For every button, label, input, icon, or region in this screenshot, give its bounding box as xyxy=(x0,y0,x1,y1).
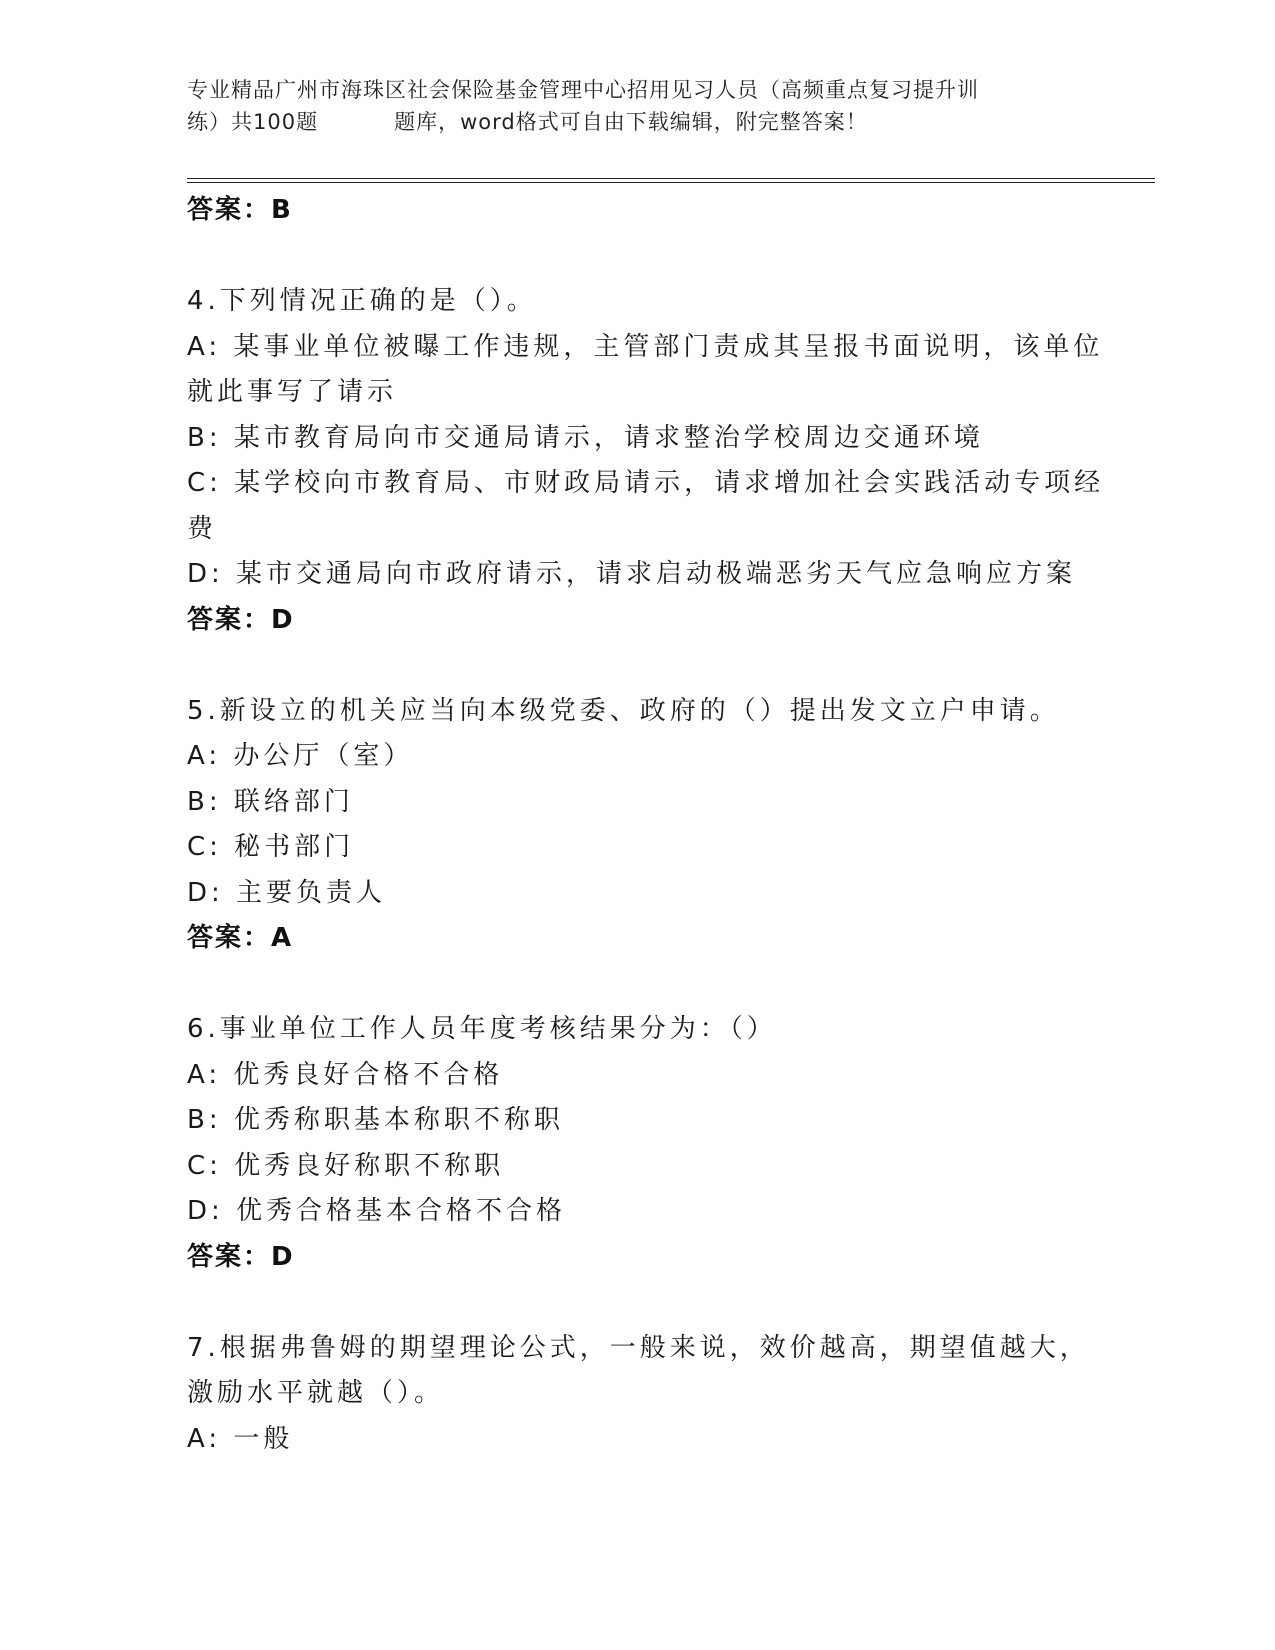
option-line: D: 某市交通局向市政府请示，请求启动极端恶劣天气应急响应方案 xyxy=(187,559,1077,589)
option-line: B: 优秀称职基本称职不称职 xyxy=(187,1105,564,1135)
question-stem: 激励水平就越（）。 xyxy=(187,1378,445,1408)
option-line: A: 某事业单位被曝工作违规，主管部门责成其呈报书面说明，该单位 xyxy=(187,331,1104,362)
option-line: C: 某学校向市教育局、市财政局请示，请求增加社会实践活动专项经 xyxy=(187,468,1105,498)
header-line-2 xyxy=(187,106,1087,138)
option-line: 费 xyxy=(187,513,218,544)
option-line: A: 一般 xyxy=(187,1423,294,1454)
header-divider-bottom xyxy=(187,182,1155,183)
header-line-2-left: 练）共100题 xyxy=(187,110,319,134)
question-stem: 7.根据弗鲁姆的期望理论公式，一般来说，效价越高，期望值越大， xyxy=(187,1332,1090,1363)
document-header xyxy=(187,74,1087,138)
question-block xyxy=(187,1326,1090,1463)
question-stem: 5.新设立的机关应当向本级党委、政府的（）提出发文立户申请。 xyxy=(187,695,1060,726)
answer-line: 答案：D xyxy=(187,1241,295,1272)
question-block xyxy=(187,1007,1087,1280)
option-line: C: 秘书部门 xyxy=(187,832,355,862)
option-line: D: 主要负责人 xyxy=(187,877,387,908)
option-line: C: 优秀良好称职不称职 xyxy=(187,1150,505,1181)
spacer xyxy=(187,1280,1087,1326)
answer-line: 答案：D xyxy=(187,604,295,635)
header-line-2-right: 题库，word格式可自由下载编辑，附完整答案！ xyxy=(394,110,868,134)
question-list xyxy=(187,188,1105,1462)
option-line: B: 某市教育局向市交通局请示，请求整治学校周边交通环境 xyxy=(187,422,984,453)
question-stem: 6.事业单位工作人员年度考核结果分为：（） xyxy=(187,1014,777,1044)
question-block xyxy=(187,279,1105,643)
header-divider-top xyxy=(187,178,1155,179)
header-line-1: 专业精品广州市海珠区社会保险基金管理中心招用见习人员（高频重点复习提升训 xyxy=(187,78,979,102)
option-line: A: 办公厅（室） xyxy=(187,741,414,771)
spacer xyxy=(187,962,1087,1008)
answer-line: 答案：B xyxy=(187,195,293,225)
option-line: B: 联络部门 xyxy=(187,786,354,817)
spacer xyxy=(187,643,1087,689)
option-line: D: 优秀合格基本合格不合格 xyxy=(187,1196,567,1226)
answer-line: 答案：A xyxy=(187,923,294,953)
option-line: A: 优秀良好合格不合格 xyxy=(187,1059,504,1090)
question-stem: 4.下列情况正确的是（）。 xyxy=(187,286,537,316)
spacer xyxy=(187,234,1087,280)
option-line: 就此事写了请示 xyxy=(187,377,398,407)
question-block xyxy=(187,689,1087,962)
